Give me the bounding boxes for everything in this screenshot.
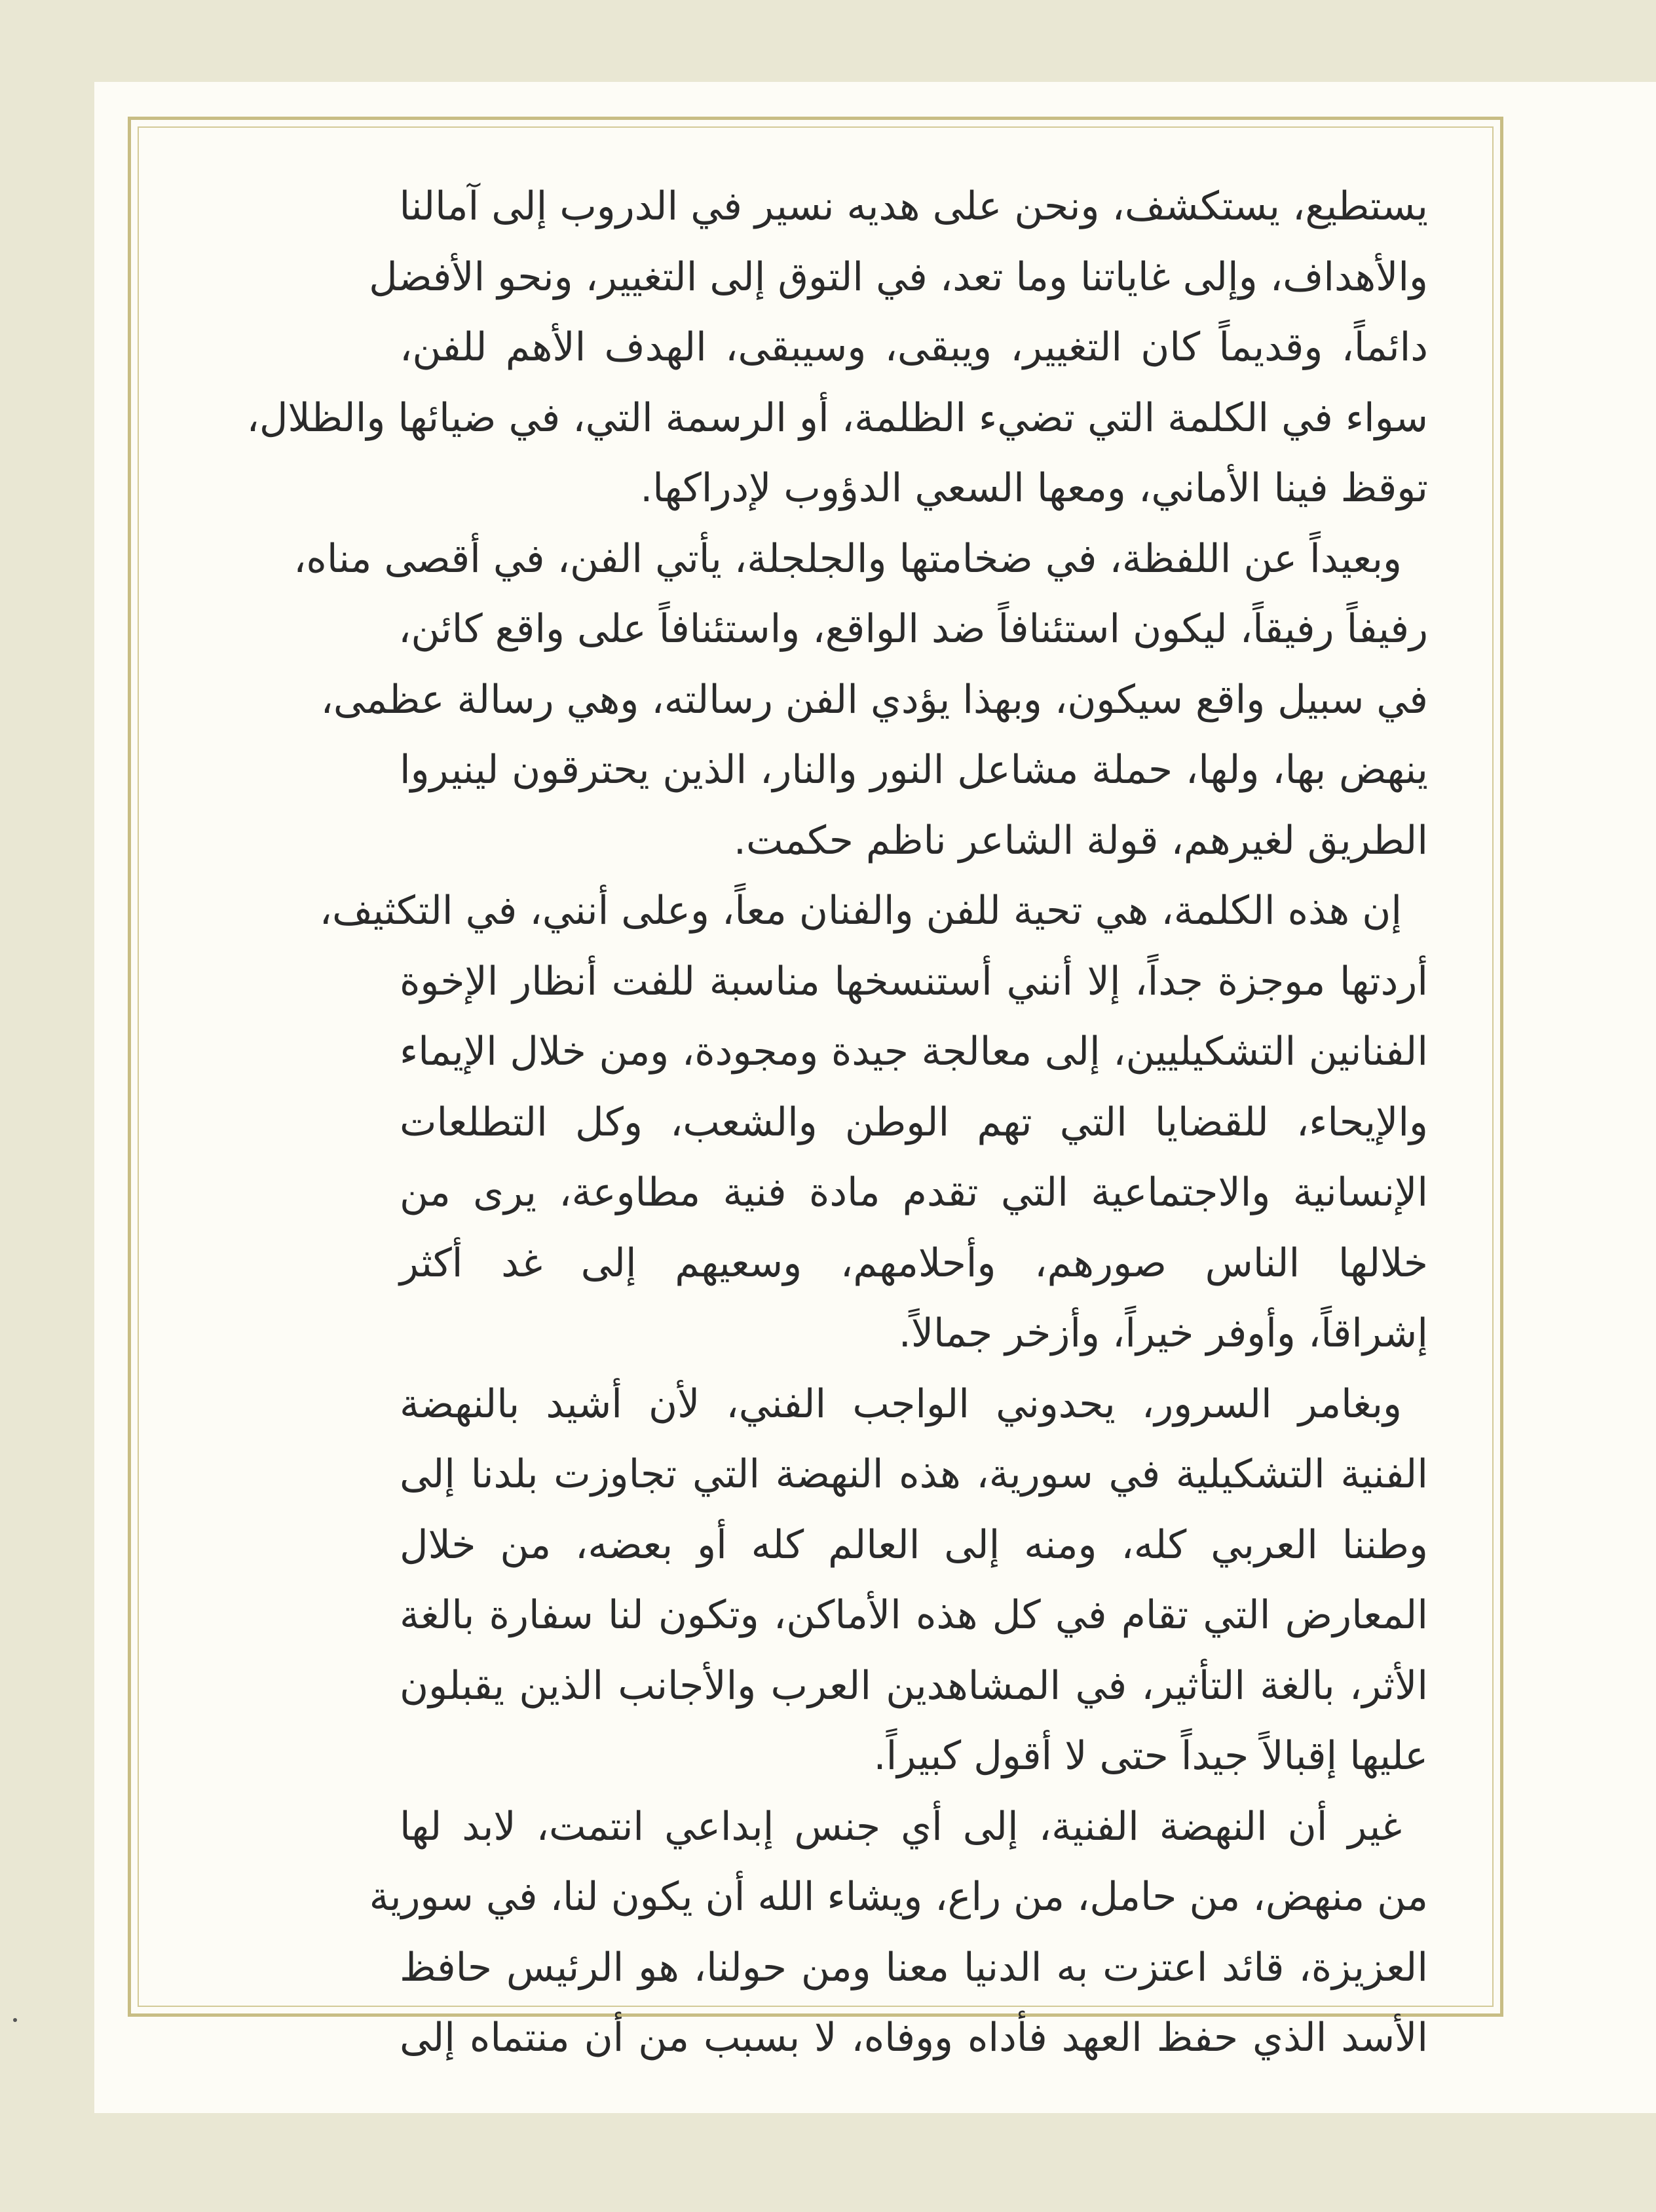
text-line: الأسد الذي حفظ العهد فأداه ووفاه، لا بسبب من أن منتماه إلى [400, 2015, 1428, 2061]
text-line: والإيحاء، للقضايا التي تهم الوطن والشعب، وكل التطلعات [400, 1099, 1428, 1145]
text-line: الفنانين التشكيليين، إلى معالجة جيدة ومجودة، ومن خلال الإيماء [400, 1029, 1428, 1075]
text-line: الطريق لغيرهم، قولة الشاعر ناظم حكمت. [733, 817, 1428, 864]
text-line: توقظ فينا الأماني، ومعها السعي الدؤوب لإدراكها. [640, 465, 1428, 511]
text-line: الأثر، بالغة التأثير، في المشاهدين العرب والأجانب الذين يقبلون [400, 1662, 1428, 1709]
text-line: يستطيع، يستكشف، ونحن على هديه نسير في الدروب إلى آمالنا [399, 183, 1428, 229]
text-line: الإنسانية والاجتماعية التي تقدم مادة فنية مطاوعة، يرى من [400, 1170, 1428, 1215]
text-line: في سبيل واقع سيكون، وبهذا يؤدي الفن رسالته، وهي رسالة عظمى، [320, 676, 1428, 723]
text-line: وبغامر السرور، يحدوني الواجب الفني، لأن أشيد بالنهضة [400, 1381, 1402, 1427]
text-line: إن هذه الكلمة، هي تحية للفن والفنان معاً، وعلى أنني، في التكثيف، [319, 888, 1402, 934]
text-line: رفيفاً رفيقاً، ليكون استئنافاً ضد الواقع، واستئنافاً على واقع كائن، [398, 606, 1428, 652]
text-line: دائماً، وقديماً كان التغيير، ويبقى، وسيبقى، الهدف الأهم للفن، [400, 324, 1428, 370]
text-line: والأهداف، وإلى غاياتنا وما تعد، في التوق إلى التغيير، ونحو الأفضل [369, 254, 1428, 300]
text-line: عليها إقبالاً جيداً حتى لا أقول كبيراً. [873, 1733, 1428, 1779]
text-line: خلالها الناس صورهم، وأحلامهم، وسعيهم إلى غد أكثر [400, 1240, 1428, 1286]
text-line: الفنية التشكيلية في سورية، هذه النهضة التي تجاوزت بلدنا إلى [400, 1451, 1428, 1497]
text-line: وطننا العربي كله، ومنه إلى العالم كله أو بعضه، من خلال [400, 1521, 1428, 1568]
text-line: العزيزة، قائد اعتزت به الدنيا معنا ومن حولنا، هو الرئيس حافظ [400, 1944, 1428, 1991]
text-line: المعارض التي تقام في كل هذه الأماكن، وتكون لنا سفارة بالغة [400, 1592, 1428, 1638]
text-line: سواء في الكلمة التي تضيء الظلمة، أو الرسمة التي، في ضيائها والظلال، [246, 394, 1428, 441]
text-line: من منهض، من حامل، من راع، ويشاء الله أن يكون لنا، في سورية [369, 1874, 1428, 1920]
text-line: غير أن النهضة الفنية، إلى أي جنس إبداعي انتمت، لابد لها [400, 1803, 1402, 1850]
text-line: وبعيداً عن اللفظة، في ضخامتها والجلجلة، يأتي الفن، في أقصى مناه، [293, 535, 1402, 582]
text-line: ينهض بها، ولها، حملة مشاعل النور والنار، الذين يحترقون لينيروا [400, 747, 1428, 793]
body-text [246, 172, 1428, 2074]
text-line: أردتها موجزة جداً، إلا أنني أستنسخها مناسبة للفت أنظار الإخوة [400, 958, 1428, 1004]
scan-speck [13, 2018, 17, 2022]
text-line: إشراقاً، وأوفر خيراً، وأزخر جمالاً. [898, 1310, 1428, 1356]
